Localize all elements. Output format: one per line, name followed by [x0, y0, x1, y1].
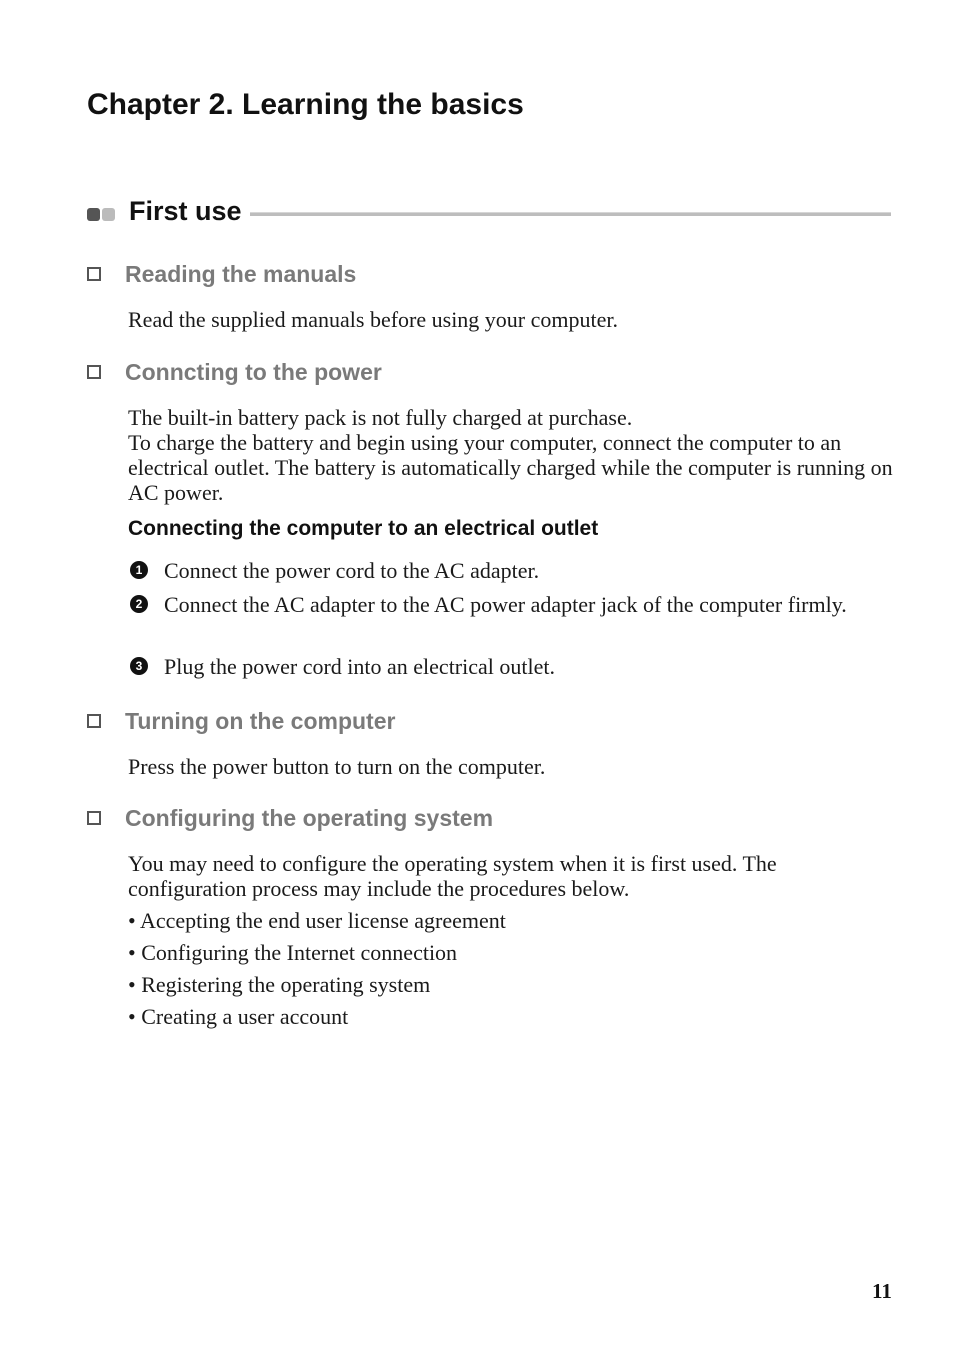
list-item: • Creating a user account [128, 1004, 349, 1029]
subheading-reading-manuals [87, 261, 356, 288]
subheading-label: Conncting to the power [125, 359, 382, 385]
page-number: 11 [872, 1279, 892, 1303]
subheading-label: Reading the manuals [125, 261, 357, 287]
light-square-icon [102, 208, 115, 221]
chapter-title: Chapter 2. Learning the basics [87, 88, 524, 121]
section-dots-icon [87, 208, 117, 226]
step-text: Plug the power cord into an electrical outlet. [164, 654, 555, 679]
subheading-label: Configuring the operating system [125, 805, 494, 831]
subheading-turning-on [87, 708, 395, 735]
section-title: First use [129, 196, 242, 226]
section-rule [250, 212, 891, 216]
subheading-label: Turning on the computer [125, 708, 396, 734]
step-number-1-icon: 1 [130, 561, 148, 579]
step-number-3-icon: 3 [130, 657, 148, 675]
square-bullet-icon [87, 714, 101, 728]
section-header [87, 196, 891, 232]
power-body-line1: The built-in battery pack is not fully charged at purchase. [128, 405, 633, 430]
list-item: • Registering the operating system [128, 972, 431, 997]
power-body-line2: To charge the battery and begin using your computer, connect the computer to an electrical outlet. The battery is automatically charged while the computer is running on AC power. [128, 430, 893, 505]
dark-square-icon [87, 208, 100, 221]
square-bullet-icon [87, 811, 101, 825]
square-bullet-icon [87, 365, 101, 379]
steps-caption: Connecting the computer to an electrical outlet [128, 517, 599, 540]
configuring-body: You may need to configure the operating system when it is first used. The configuration process may include the procedures below. [128, 851, 777, 901]
step-text: Connect the power cord to the AC adapter. [164, 558, 540, 583]
square-bullet-icon [87, 267, 101, 281]
step-text: Connect the AC adapter to the AC power adapter jack of the computer firmly. [164, 592, 847, 617]
list-item: • Accepting the end user license agreement [128, 908, 506, 933]
step-number-2-icon: 2 [130, 595, 148, 613]
subheading-configuring-os [87, 805, 493, 832]
reading-body: Read the supplied manuals before using your computer. [128, 307, 618, 332]
subheading-connecting-power [87, 359, 382, 386]
turning-on-body: Press the power button to turn on the computer. [128, 754, 546, 779]
list-item: • Configuring the Internet connection [128, 940, 458, 965]
